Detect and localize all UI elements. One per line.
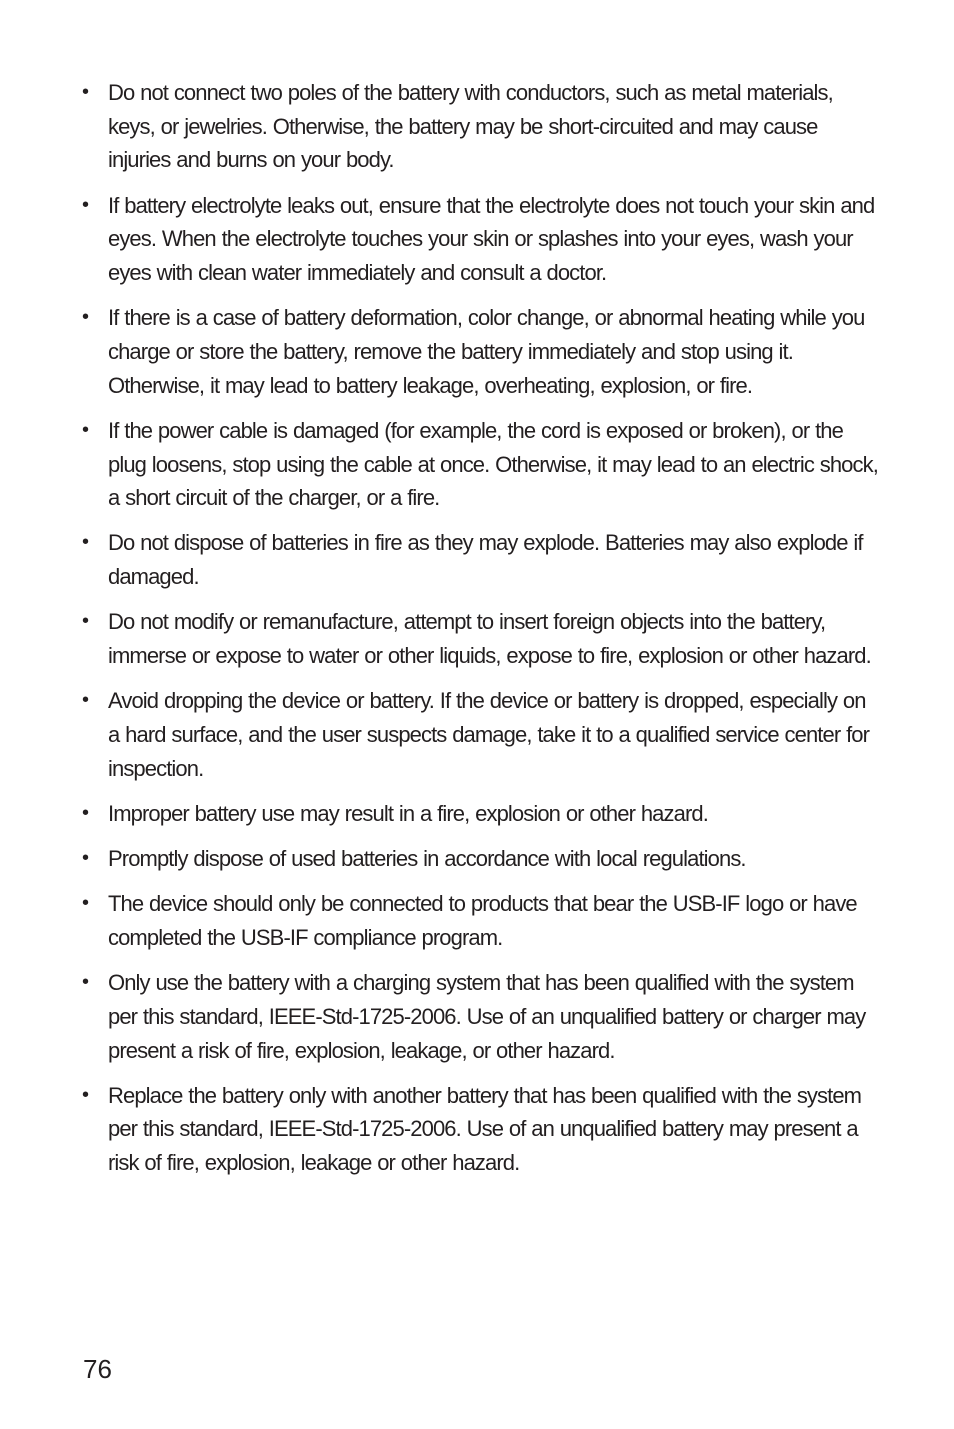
list-item [80,414,880,515]
bullet-text: Promptly dispose of used batteries in accordance with local regulations. [108,846,746,872]
page-number: 76 [83,1354,112,1384]
list-item [80,605,880,672]
list-item [80,526,880,593]
bullet-icon: • [82,306,89,329]
list-item [80,684,880,785]
bullet-icon: • [82,892,89,915]
bullet-text: Do not connect two poles of the battery with conductors, such as metal materials, keys, or jewelries. Otherwise, the battery may be short-circuited and may cause injuries and burns on your body. [108,80,833,173]
bullet-icon: • [82,531,89,554]
list-item [80,76,880,177]
bullet-text: Replace the battery only with another battery that has been qualified with the system per this standard, IEEE-Std-1725-2006. Use of an unqualified battery may present a risk of fire, explosion, leakage or other hazard. [108,1082,862,1176]
list-item [80,1079,880,1180]
bullet-icon: • [82,81,89,103]
list-item [80,189,880,290]
bullet-icon: • [82,418,89,441]
list-item [80,301,880,402]
safety-bullet-list [80,76,880,1191]
list-item [80,842,880,876]
bullet-text: The device should only be connected to products that bear the USB-IF logo or have completed the USB-IF compliance program. [108,891,857,950]
bullet-icon: • [82,610,89,633]
bullet-text: Only use the battery with a charging system that has been qualified with the system per this standard, IEEE-Std-1725-2006. Use of an unqualified battery or charger may present a risk of fire, explosion, leakage, or other hazard. [108,970,866,1063]
list-item [80,887,880,954]
bullet-text: Avoid dropping the device or battery. If the device or battery is dropped, especially on a hard surface, and the user suspects damage, take it to a qualified service center for inspection. [108,688,870,781]
bullet-icon: • [82,847,89,870]
bullet-icon: • [82,689,89,712]
bullet-text: Improper battery use may result in a fire, explosion or other hazard. [108,800,708,826]
bullet-text: If the power cable is damaged (for example, the cord is exposed or broken), or the plug loosens, stop using the cable at once. Otherwise, it may lead to an electric shock, a short circuit of the charger, or a fire. [108,417,878,511]
list-item [80,966,880,1067]
bullet-icon: • [82,193,89,216]
list-item [80,797,880,831]
bullet-icon: • [82,1083,89,1106]
bullet-text: If there is a case of battery deformation, color change, or abnormal heating while you charge or store the battery, remove the battery immediately and stop using it. Otherwise, it may lead to battery leakage, overheating, explosion, or fire. [108,305,865,398]
bullet-text: Do not dispose of batteries in fire as they may explode. Batteries may also explode if damaged. [108,530,863,590]
bullet-icon: • [82,971,89,994]
bullet-text: If battery electrolyte leaks out, ensure that the electrolyte does not touch your skin and eyes. When the electrolyte touches your skin or splashes into your eyes, wash your eyes with clean water immediately and consult a doctor. [108,192,875,286]
bullet-text: Do not modify or remanufacture, attempt to insert foreign objects into the battery, immerse or expose to water or other liquids, expose to fire, explosion or other hazard. [108,609,871,669]
bullet-icon: • [82,801,89,824]
